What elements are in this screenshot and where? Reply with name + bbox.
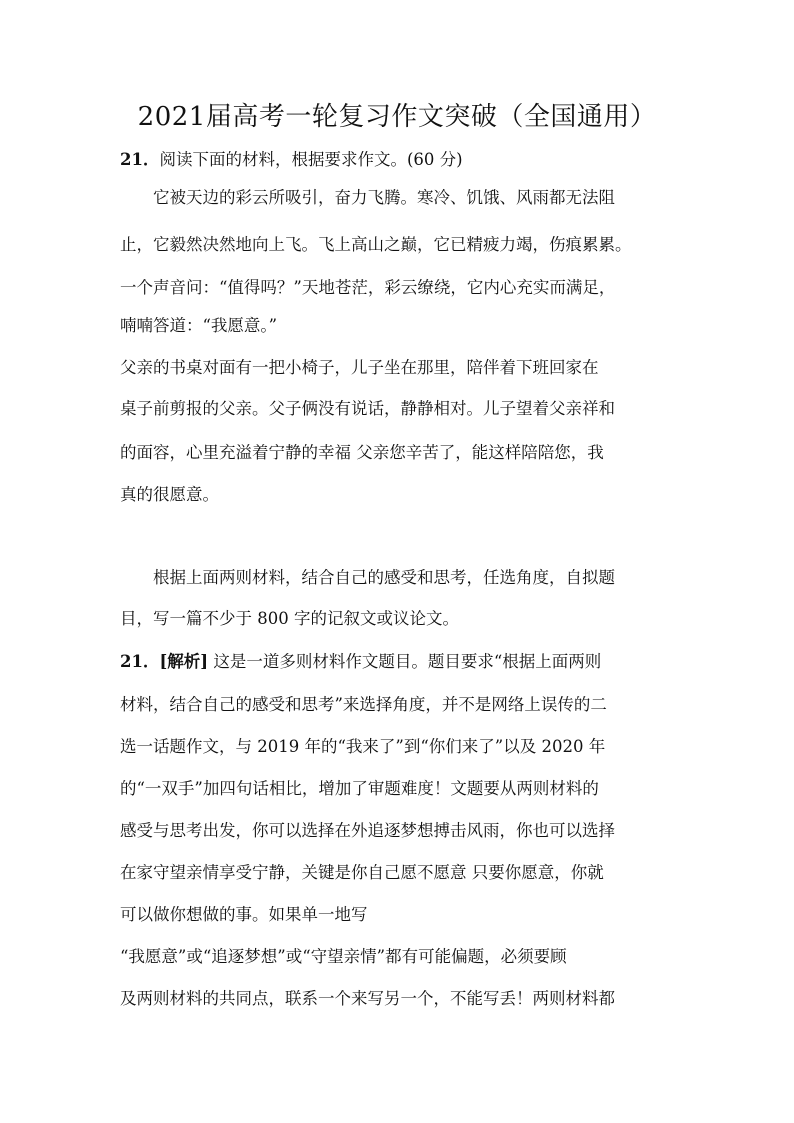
material1-line-2: 止，它毅然决然地向上飞。飞上高山之巅，它已精疲力竭，伤痕累累。 (120, 235, 632, 254)
question-number: 21． (120, 150, 160, 169)
requirement-line-2: 目，写一篇不少于 800 字的记叙文或议论文。 (120, 609, 459, 628)
requirement-line-1: 根据上面两则材料，结合自己的感受和思考，任选角度，自拟题 (120, 568, 615, 587)
material1-line-1: 它被天边的彩云所吸引，奋力飞腾。寒冷、饥饿、风雨都无法阻 (120, 188, 615, 207)
analysis-line-3: 选一话题作文，与 2019 年的“我来了”到“你们来了”以及 2020 年 (120, 737, 606, 756)
question-prompt: 阅读下面的材料，根据要求作文。(60 分) (159, 150, 463, 169)
analysis-line-2: 材料，结合自己的感受和思考”来选择角度，并不是网络上误传的二 (120, 695, 607, 714)
analysis-label: [解析] (159, 652, 209, 671)
analysis-text-1: 这是一道多则材料作文题目。题目要求“根据上面两则 (208, 652, 602, 671)
material2-line-3: 的面容，心里充溢着宁静的幸福 父亲您辛苦了，能这样陪陪您，我 (120, 443, 604, 462)
question-line (120, 148, 680, 172)
document-title: 2021届高考一轮复习作文突破（全国通用） (137, 102, 657, 132)
material2-line-4: 真的很愿意。 (120, 485, 219, 504)
material2-line-2: 桌子前剪报的父亲。父子俩没有说话，静静相对。儿子望着父亲祥和 (120, 399, 615, 418)
analysis-number: 21． (120, 652, 160, 671)
analysis-line-1 (120, 650, 680, 674)
analysis-line-4: 的“一双手”加四句话相比，增加了审题难度！文题要从两则材料的 (120, 779, 599, 798)
material2-line-1: 父亲的书桌对面有一把小椅子，儿子坐在那里，陪伴着下班回家在 (120, 358, 599, 377)
analysis-line-7: 可以做你想做的事。如果单一地写 (120, 905, 368, 924)
material1-line-4: 喃喃答道：“我愿意。” (120, 316, 278, 335)
analysis-line-6: 在家守望亲情享受宁静，关键是你自己愿不愿意 只要你愿意，你就 (120, 863, 604, 882)
analysis-line-9: 及两则材料的共同点，联系一个来写另一个，不能写丢！两则材料都 (120, 989, 615, 1008)
analysis-line-8: “我愿意”或“追逐梦想”或“守望亲情”都有可能偏题，必须要顾 (120, 947, 567, 966)
analysis-line-5: 感受与思考出发，你可以选择在外追逐梦想搏击风雨，你也可以选择 (120, 821, 615, 840)
material1-line-3: 一个声音问：“值得吗？”天地苍茫，彩云缭绕，它内心充实而满足， (120, 278, 616, 297)
